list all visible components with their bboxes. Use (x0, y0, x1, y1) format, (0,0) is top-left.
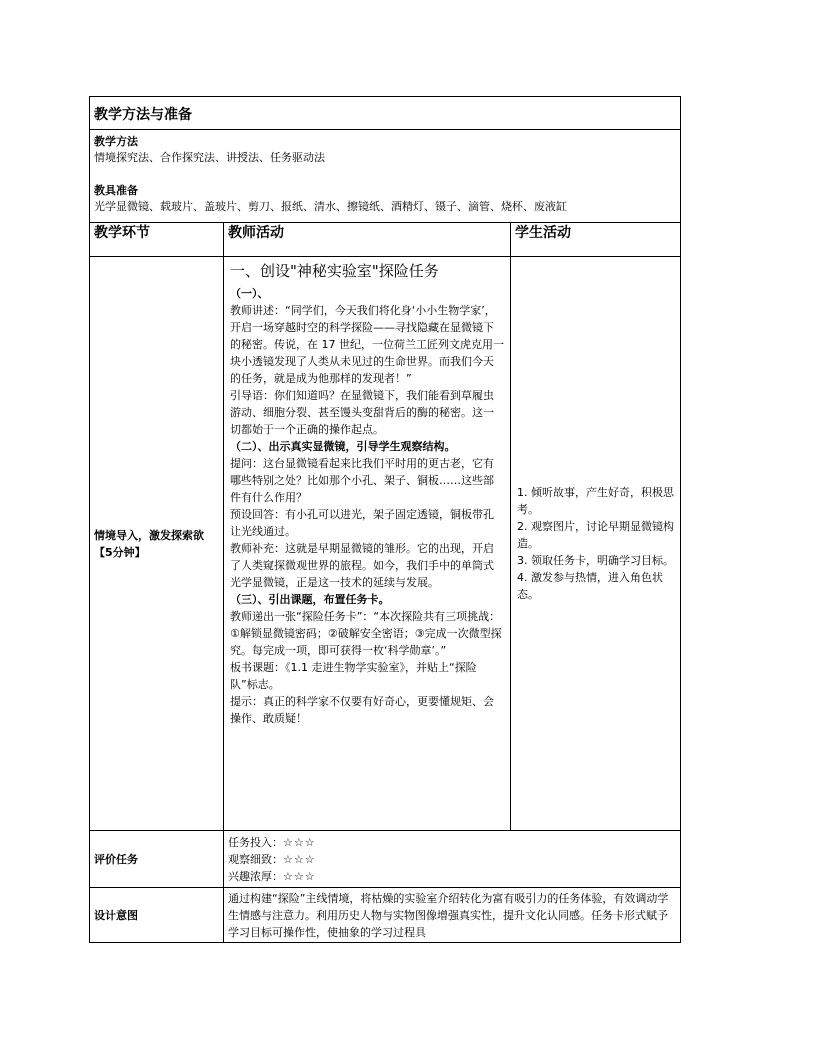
teacher-part3-board: 板书课题：《1.1 走进生物学实验室》，并贴上“探险队”标志。 (230, 661, 477, 691)
teacher-part2-question: 提问：这台显微镜看起来比我们平时用的更古老，它有哪些特别之处？比如那个小孔、架子、铜板……这些部件有什么作用？ (230, 457, 494, 504)
tools-text: 光学显微镜、载玻片、盖玻片、剪刀、报纸、清水、擦镜纸、酒精灯、镊子、滴管、烧杯、废液缸 (94, 200, 567, 213)
student-activity-item: 1. 倾听故事，产生好奇，积极思考。 (517, 486, 674, 516)
methods-section-title: 教学方法与准备 (94, 107, 192, 123)
teacher-part1-heading: （一）、 (230, 287, 269, 300)
teacher-part3-tip: 提示：真正的科学家不仅要有好奇心，更要懂规矩、会操作、敢质疑！ (230, 695, 494, 725)
stage-name: 情境导入，激发探索欲【5分钟】 (90, 257, 224, 831)
method-heading: 教学方法 (94, 135, 138, 148)
column-stage-header: 教学环节 (90, 223, 224, 257)
evaluation-row (90, 831, 681, 888)
methods-row (90, 97, 681, 223)
evaluation-label: 评价任务 (90, 831, 224, 888)
teacher-part2-answer: 预设回答：有小孔可以进光，架子固定透镜，铜板带孔让光线通过。 (230, 508, 494, 538)
student-activity-item: 2. 观察图片，讨论早期显微镜构造。 (517, 520, 674, 550)
column-header-row (90, 223, 681, 257)
design-label: 设计意图 (90, 888, 224, 943)
star-rating: ☆☆☆ (283, 853, 316, 866)
evaluation-cell (224, 831, 681, 888)
teacher-part2-supplement: 教师补充：这就是早期显微镜的雏形。它的出现，开启了人类窥探微观世界的旅程。如今，我们手中的单筒式光学显微镜，正是这一技术的延续与发展。 (230, 542, 494, 589)
stage-row (90, 257, 681, 831)
teacher-activity-cell (224, 257, 511, 831)
teacher-part3-heading: （三）、引出课题，布置任务卡。 (230, 593, 390, 606)
teacher-part2-heading: （二）、出示真实显微镜，引导学生观察结构。 (230, 440, 456, 453)
design-cell (224, 888, 681, 943)
star-rating: ☆☆☆ (283, 836, 316, 849)
teacher-section-title: 一、创设"神秘实验室"探险任务 (230, 262, 439, 280)
evaluation-item-name: 任务投入： (228, 836, 283, 849)
student-activity-item: 3. 领取任务卡，明确学习目标。 (517, 554, 674, 567)
design-row (90, 888, 681, 943)
teacher-part1-guide: 引导语：你们知道吗？在显微镜下，我们能看到草履虫游动、细胞分裂、甚至馒头变甜背后的酶的秘密。这一切都始于一个正确的操作起点。 (230, 389, 494, 436)
teacher-part1-text: 教师讲述：“同学们，今天我们将化身‘小小生物学家’，开启一场穿越时空的科学探险——寻找隐藏在显微镜下的秘密。传说，在 17 世纪，一位荷兰工匠列文虎克用一块小透镜发现了人类从未见过的生命世界。而我们今天的任务，就是成为他那样的发现者！” (230, 304, 504, 385)
student-activity-cell (511, 257, 681, 831)
evaluation-item-name: 兴趣浓厚： (228, 870, 283, 883)
column-student-header: 学生活动 (511, 223, 681, 257)
student-activity-item: 4. 激发参与热情，进入角色状态。 (517, 571, 663, 601)
methods-cell (90, 97, 681, 223)
evaluation-item (228, 868, 676, 885)
evaluation-item (228, 834, 676, 851)
method-text: 情境探究法、合作探究法、讲授法、任务驱动法 (94, 151, 325, 164)
star-rating: ☆☆☆ (283, 870, 316, 883)
column-teacher-header: 教师活动 (224, 223, 511, 257)
teacher-part3-card: 教师递出一张“探险任务卡”：“本次探险共有三项挑战：①解锁显微镜密码；②破解安全密语；③完成一次微型探究。每完成一项，即可获得一枚‘科学勋章’。” (230, 610, 502, 657)
evaluation-item (228, 851, 676, 868)
evaluation-item-name: 观察细致： (228, 853, 283, 866)
design-text: 通过构建“探险”主线情境，将枯燥的实验室介绍转化为富有吸引力的任务体验，有效调动学生情感与注意力。利用历史人物与实物图像增强真实性，提升文化认同感。任务卡形式赋予学习目标可操作性，使抽象的学习过程具 (228, 892, 669, 939)
tools-heading: 教具准备 (94, 184, 138, 197)
lesson-plan-table (89, 96, 681, 943)
